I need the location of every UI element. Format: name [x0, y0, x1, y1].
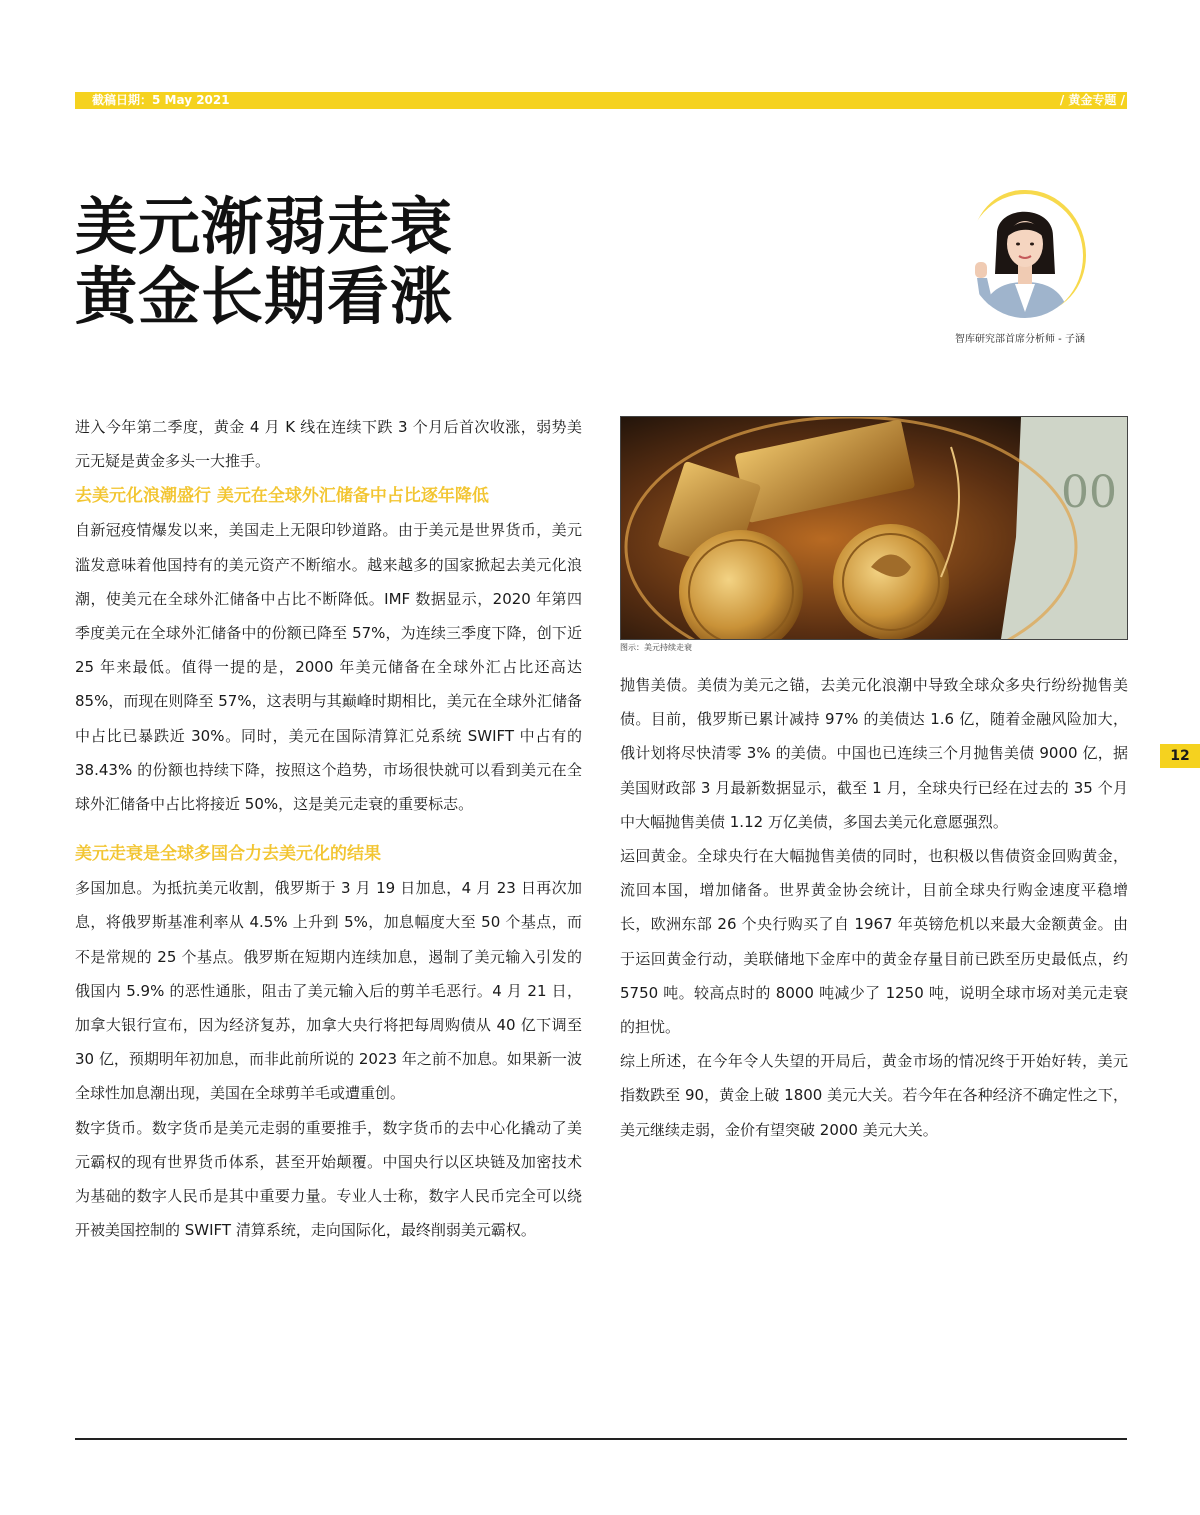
section1-paragraph: 自新冠疫情爆发以来，美国走上无限印钞道路。由于美元是世界货币，美元滥发意味着他国持有的美元资产不断缩水。越来越多的国家掀起去美元化浪潮，使美元在全球外汇储备中占比不断降低。IMF 数据显示，2020 年第四季度美元在全球外汇储备中的份额已降至 57%，为连续三季度下降，创下近 25 年来最低。值得一提的是，2000 年美元储备在全球外汇占比还高达 85%，而现在则降至 57%，这表明与其巅峰时期相比，美元在全球外汇储备中占比已暴跌近 30%。同时，美元在国际清算汇兑系统 SWIFT 中占有的 38.43% 的份额也持续下降，按照这个趋势，市场很快就可以看到美元在全球外汇储备中占比将接近 50%，这是美元走衰的重要标志。	[75, 521, 582, 814]
author-byline: 智库研究部首席分析师 - 子涵	[955, 334, 1085, 345]
article-title	[75, 192, 453, 332]
section2-heading: 美元走衰是全球多国合力去美元化的结果	[75, 844, 381, 865]
left-column	[75, 410, 582, 1247]
author-avatar	[965, 188, 1089, 318]
title-line-2: 黄金长期看涨	[75, 260, 454, 333]
right-paragraph-3: 综上所述，在今年令人失望的开局后，黄金市场的情况终于开始好转，美元指数跌至 90，黄金上破 1800 美元大关。若今年在各种经济不确定性之下，美元继续走弱，金价有望突破 2000 美元大关。	[620, 1052, 1128, 1139]
deadline-date: 截稿日期：5 May 2021	[92, 93, 230, 107]
section2-paragraph-2: 数字货币。数字货币是美元走弱的重要推手，数字货币的去中心化撬动了美元霸权的现有世界货币体系，甚至开始颠覆。中国央行以区块链及加密技术为基础的数字人民币是其中重要力量。专业人士称，数字人民币完全可以绕开被美国控制的 SWIFT 清算系统，走向国际化，最终削弱美元霸权。	[75, 1118, 582, 1240]
title-line-1: 美元渐弱走衰	[75, 190, 454, 263]
photo-caption: 图示：美元持续走衰	[620, 643, 692, 652]
author-portrait	[967, 194, 1083, 318]
bottom-divider	[75, 1438, 1127, 1440]
page-number: 12	[1170, 748, 1190, 764]
section2-paragraph-1: 多国加息。为抵抗美元收割，俄罗斯于 3 月 19 日加息，4 月 23 日再次加息，将俄罗斯基准利率从 4.5% 上升到 5%，加息幅度大至 50 个基点，而不是常规的 25 个基点。俄罗斯在短期内连续加息，遏制了美元输入引发的俄国内 5.9% 的恶性通胀，阻击了美元输入后的剪羊毛恶行。4 月 21 日，加拿大银行宣布，因为经济复苏，加拿大央行将把每周购债从 40 亿下调至 30 亿，预期明年初加息，而非此前所说的 2023 年之前不加息。如果新一波全球性加息潮出现，美国在全球剪羊毛或遭重创。	[75, 879, 582, 1103]
section1-heading: 去美元化浪潮盛行 美元在全球外汇储备中占比逐年降低	[75, 486, 489, 507]
header-bar	[75, 92, 1127, 109]
right-paragraph-1: 抛售美债。美债为美元之锚，去美元化浪潮中导致全球众多央行纷纷抛售美债。目前，俄罗斯已累计减持 97% 的美债达 1.6 亿，随着金融风险加大，俄计划将尽快清零 3% 的美债。中国也已连续三个月抛售美债 9000 亿，据美国财政部 3 月最新数据显示，截至 1 月，全球央行已经在过去的 35 个月中大幅抛售美债 1.12 万亿美债，多国去美元化意愿强烈。	[620, 676, 1128, 831]
section-tag: / 黄金专题 /	[1059, 93, 1125, 107]
right-paragraph-2: 运回黄金。全球央行在大幅抛售美债的同时，也积极以售债资金回购黄金，流回本国，增加储备。世界黄金协会统计，目前全球央行购金速度平稳增长，欧洲东部 26 个央行购买了自 1967 年英镑危机以来最大金额黄金。由于运回黄金行动，美联储地下金库中的黄金存量目前已跌至历史最低点，约 5750 吨。较高点时的 8000 吨减少了 1250 吨，说明全球市场对美元走衰的担忧。	[620, 847, 1128, 1037]
svg-text:00: 00	[1061, 467, 1117, 518]
right-column	[620, 668, 1128, 1147]
intro-paragraph: 进入今年第二季度，黄金 4 月 K 线在连续下跌 3 个月后首次收涨，弱势美元无疑是黄金多头一大推手。	[75, 418, 582, 471]
gold-coins-photo	[620, 416, 1128, 640]
